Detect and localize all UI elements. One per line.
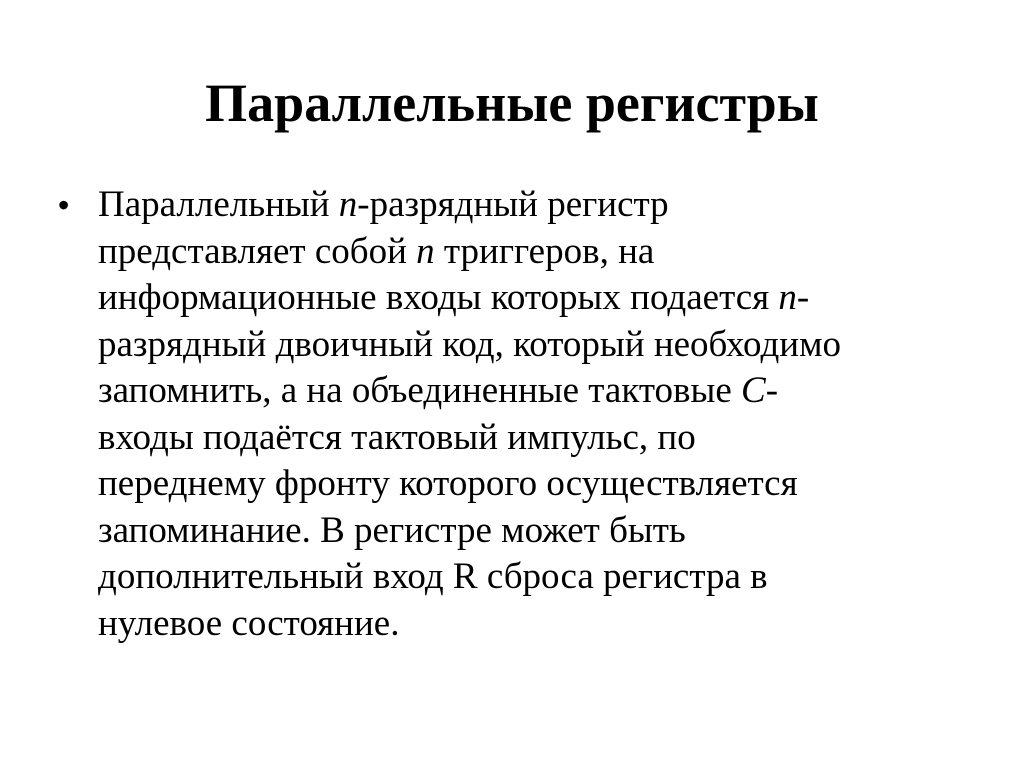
text-segment: запоминание. В регистре может быть xyxy=(98,509,686,551)
text-segment: разрядный двоичный код, который необходимо xyxy=(98,323,842,365)
bullet-text-line xyxy=(98,368,938,415)
text-segment: входы подаётся тактовый импульс, по xyxy=(98,416,696,458)
text-segment: -разрядный регистр xyxy=(357,184,669,225)
text-segment: Параллельный xyxy=(98,184,339,225)
text-segment: триггеров, на xyxy=(434,230,655,272)
text-segment: - xyxy=(765,370,779,411)
bullet-marker: • xyxy=(58,187,70,223)
text-segment: дополнительный вход R сброса регистра в xyxy=(98,556,768,597)
bullet-text-line xyxy=(98,322,938,369)
slide-title: Параллельные регистры xyxy=(205,73,819,133)
bullet-text-line xyxy=(98,182,938,229)
italic-variable: С xyxy=(741,370,766,411)
italic-variable: n xyxy=(778,277,797,318)
bullet-text-line xyxy=(98,415,938,462)
italic-variable: n xyxy=(416,230,435,272)
bullet-text xyxy=(98,182,938,647)
text-segment: нулевое состояние. xyxy=(98,602,400,644)
text-segment: запомнить, а на объединенные тактовые xyxy=(98,370,742,411)
bullet-item xyxy=(58,182,938,647)
bullet-text-line xyxy=(98,229,938,276)
bullet-list xyxy=(58,182,938,647)
italic-variable: n xyxy=(338,184,358,225)
text-segment: - xyxy=(796,277,810,318)
bullet-text-line xyxy=(98,601,938,648)
text-segment: переднему фронту которого осуществляется xyxy=(98,463,798,504)
bullet-text-line xyxy=(98,461,938,508)
bullet-text-line xyxy=(98,508,938,555)
bullet-text-line xyxy=(98,554,938,601)
text-segment: информационные входы которых подается xyxy=(98,277,779,318)
text-segment: представляет собой xyxy=(98,230,417,272)
bullet-text-line xyxy=(98,275,938,322)
